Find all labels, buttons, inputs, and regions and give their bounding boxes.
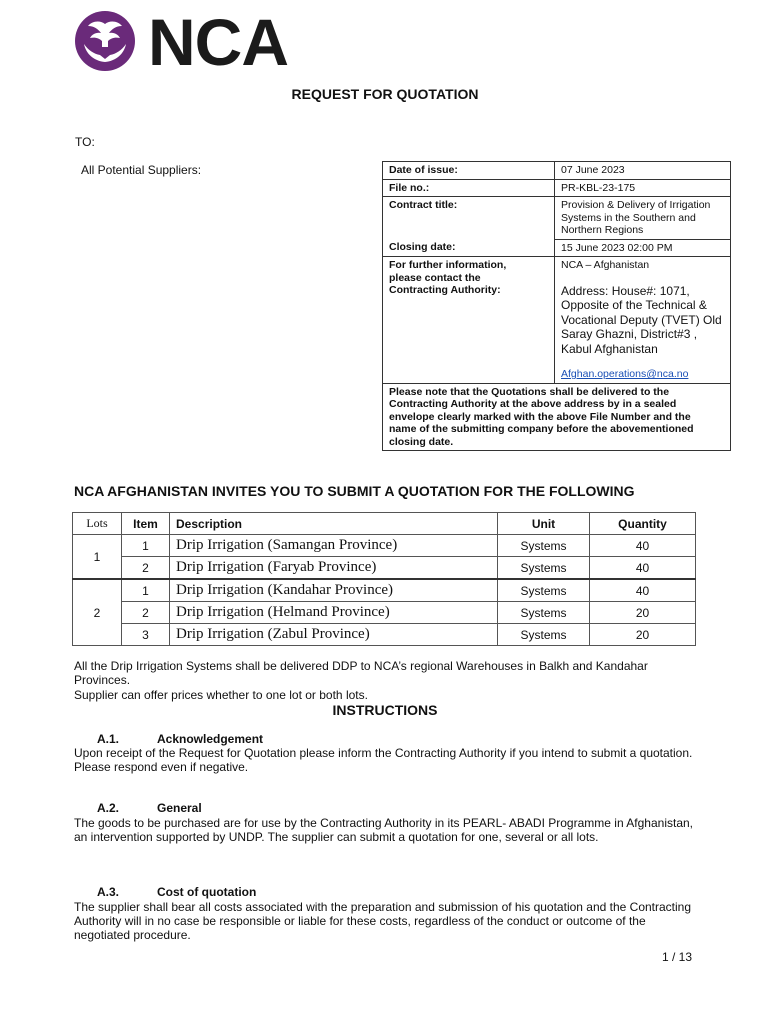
lot-note: Supplier can offer prices whether to one lot or both lots. [74,688,368,702]
rfq-info-table [382,161,731,451]
contract-label: Contract title: [383,197,555,240]
unit-cell: Systems [498,602,590,624]
recipients-label: All Potential Suppliers: [81,163,202,177]
section-title: Acknowledgement [157,732,264,746]
info-row-contract [383,197,731,240]
section-number: A.3. [97,885,120,899]
item-cell: 3 [122,624,170,646]
section-heading [97,732,264,746]
lots-table [72,512,696,646]
unit-cell: Systems [498,557,590,580]
description-cell: Drip Irrigation (Samangan Province) [170,535,498,557]
section-text: Upon receipt of the Request for Quotation please inform the Contracting Authority if you intend to submit a quotation. Please respond even if negative. [74,746,693,774]
table-row [73,624,696,646]
item-cell: 1 [122,579,170,602]
col-lots: Lots [73,513,122,535]
to-label: TO: [75,135,95,149]
table-row [73,579,696,602]
file-value: PR-KBL-23-175 [555,179,731,197]
file-label: File no.: [383,179,555,197]
delivery-note: All the Drip Irrigation Systems shall be delivered DDP to NCA’s regional Warehouses in Balkh and Kandahar Provinces. [74,659,648,687]
logo-wordmark: NCA [148,5,288,79]
section-text: The goods to be purchased are for use by the Contracting Authority in its PEARL- ABADI Programme in Afghanistan, an intervention supported by UNDP. The supplier can submit a quotation for one, several or all lots. [74,816,694,844]
section-heading [97,885,257,899]
unit-cell: Systems [498,624,590,646]
unit-cell: Systems [498,579,590,602]
contact-email-link[interactable]: Afghan.operations@nca.no [561,368,689,380]
lot-number: 2 [73,579,122,646]
date-value: 07 June 2023 [555,162,731,180]
info-row-contact [383,257,731,384]
date-label: Date of issue: [383,162,555,180]
item-cell: 2 [122,602,170,624]
description-cell: Drip Irrigation (Zabul Province) [170,624,498,646]
dove-hands-icon [72,10,138,72]
contact-address: Address: House#: 1071, Opposite of the Technical & Vocational Deputy (TVET) Old Saray Ghazni, District#3 , Kabul Afghanistan [561,283,722,356]
page-number: 1 / 13 [662,950,693,964]
item-cell: 2 [122,557,170,580]
closing-value: 15 June 2023 02:00 PM [555,239,731,257]
quantity-cell: 40 [590,557,696,580]
quantity-cell: 20 [590,602,696,624]
unit-cell: Systems [498,535,590,557]
col-description: Description [170,513,498,535]
page-title: REQUEST FOR QUOTATION [291,86,479,102]
description-cell: Drip Irrigation (Helmand Province) [170,602,498,624]
description-cell: Drip Irrigation (Kandahar Province) [170,579,498,602]
col-unit: Unit [498,513,590,535]
lot-number: 1 [73,535,122,580]
info-row-date [383,162,731,180]
item-cell: 1 [122,535,170,557]
delivery-notice: Please note that the Quotations shall be delivered to the Contracting Authority at the above address by in a sealed envelope clearly marked with the above File Number and the name of the submitting company before the abovementioned closing date. [383,383,731,451]
section-heading [97,801,202,815]
section-number: A.2. [97,801,120,815]
table-row [73,557,696,580]
info-row-file [383,179,731,197]
contract-value: Provision & Delivery of Irrigation Systems in the Southern and Northern Regions [555,197,731,240]
closing-label: Closing date: [383,239,555,257]
info-row-note [383,383,731,451]
contact-cell [555,257,731,384]
section-text: The supplier shall bear all costs associated with the preparation and submission of his quotation and the Contracting Authority will in no case be responsible or liable for these costs, regardless of the conduct or outcome of the negotiated procedure. [74,900,692,942]
quantity-cell: 40 [590,579,696,602]
instructions-heading: INSTRUCTIONS [332,702,438,718]
lots-header-row [73,513,696,535]
contact-org: NCA – Afghanistan [561,259,650,271]
invite-heading: NCA AFGHANISTAN INVITES YOU TO SUBMIT A QUOTATION FOR THE FOLLOWING [74,483,635,499]
nca-logo [72,5,308,79]
section-title: General [157,801,202,815]
info-row-closing [383,239,731,257]
section-title: Cost of quotation [157,885,257,899]
quantity-cell: 40 [590,535,696,557]
description-cell: Drip Irrigation (Faryab Province) [170,557,498,580]
table-row [73,535,696,557]
table-row [73,602,696,624]
section-number: A.1. [97,732,120,746]
contact-label: For further information, please contact the Contracting Authority: [383,257,555,384]
col-quantity: Quantity [590,513,696,535]
col-item: Item [122,513,170,535]
quantity-cell: 20 [590,624,696,646]
